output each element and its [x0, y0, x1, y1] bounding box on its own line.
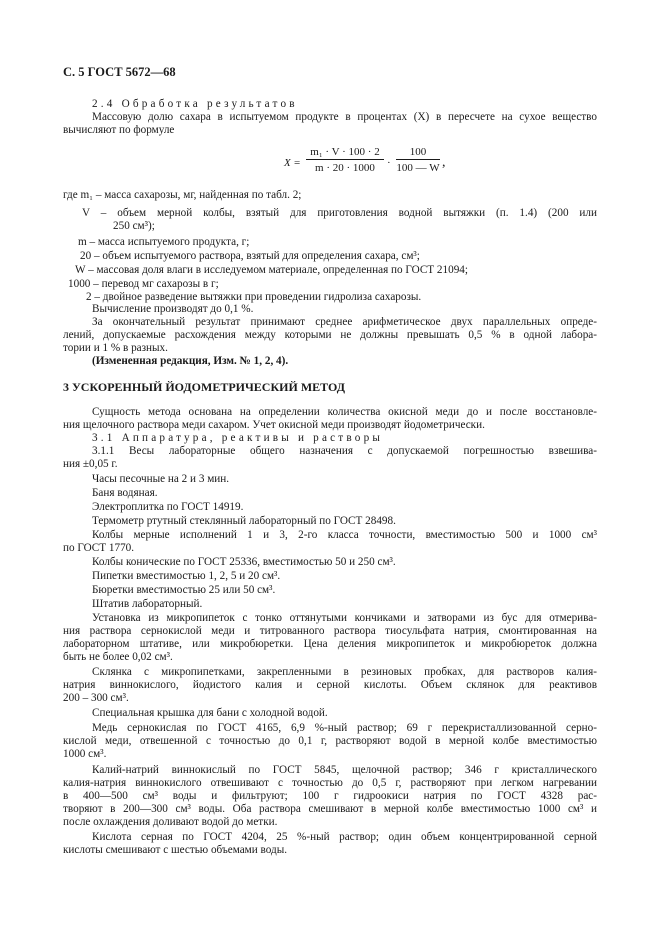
page-header: С. 5 ГОСТ 5672—68	[63, 65, 176, 79]
paragraph-line: ния ±0,05 г.	[63, 458, 118, 470]
paragraph-line: натрия виннокислого, йодистого калия и серной кислоты. Объем склянок для реактивов	[63, 679, 597, 691]
formula-fraction-bar-1	[306, 159, 384, 160]
paragraph-line: Сущность метода основана на определении количества окисной меди до и после восстановле-	[92, 406, 597, 418]
edition-note: (Измененная редакция, Изм. № 1, 2, 4).	[92, 355, 289, 367]
formula-numerator-1: m₁ · V · 100 · 2	[310, 146, 380, 158]
formula-comma: ,	[442, 155, 446, 170]
paragraph-line: 1000 см³.	[63, 748, 107, 760]
formula-numerator-2: 100	[409, 146, 427, 158]
paragraph-line: ния щелочного раствора меди сахаром. Учет окисной меди производят йодометрически.	[63, 419, 485, 431]
paragraph-line: Колбы конические по ГОСТ 25336, вместимостью 50 и 250 см³.	[92, 556, 396, 568]
paragraph-line: Термометр ртутный стеклянный лабораторный по ГОСТ 28498.	[92, 515, 396, 527]
variable-definition: 1000 – перевод мг сахарозы в г;	[68, 278, 219, 290]
paragraph-line: ния раствора сернокислой меди и титрованного раствора тиосульфата натрия, смонтированная на	[63, 625, 597, 637]
paragraph-line: Баня водяная.	[92, 487, 158, 499]
paragraph-line: Склянка с микропипетками, закрепленными в резиновых пробках, для растворов калия-	[92, 666, 597, 678]
paragraph-line: Калий-натрий виннокислый по ГОСТ 5845, щелочной раствор; 346 г кристаллического	[92, 764, 597, 776]
paragraph-line: Часы песочные на 2 и 3 мин.	[92, 473, 230, 485]
paragraph-line: 200 – 300 см³.	[63, 692, 129, 704]
paragraph-line: тории и 1 % в разных.	[63, 342, 168, 354]
variable-definition: W – массовая доля влаги в исследуемом материале, определенная по ГОСТ 21094;	[75, 264, 468, 276]
paragraph-line: творяют в 200—300 см³ воды. Оба раствора смешивают в мерной колбе вместимостью 1000 см³ и	[63, 803, 597, 815]
paragraph-line: кислоты смешивают с шестью объемами воды.	[63, 844, 288, 856]
section-2-4-heading: 2.4 Обработка результатов	[92, 98, 298, 110]
paragraph-line: Специальная крышка для бани с холодной водой.	[92, 707, 328, 719]
formula-denominator-2: 100 — W	[396, 162, 440, 174]
sugar-formula	[284, 146, 444, 186]
paragraph-line: вычисляют по формуле	[63, 124, 175, 136]
paragraph-line: Пипетки вместимостью 1, 2, 5 и 20 см³.	[92, 570, 281, 582]
formula-lhs: X	[284, 157, 291, 169]
paragraph-line: Массовую долю сахара в испытуемом продукте в процентах (X) в пересчете на сухое вещество	[92, 111, 597, 123]
paragraph-line: 3.1.1 Весы лабораторные общего назначения с допускаемой погрешностью взвешива-	[92, 445, 597, 457]
variable-definition: V – объем мерной колбы, взятый для приготовления водной вытяжки (п. 1.4) (200 или	[82, 207, 597, 219]
formula-fraction-bar-2	[396, 159, 440, 160]
variable-definition: где m₁ – масса сахарозы, мг, найденная по табл. 2;	[63, 189, 302, 201]
paragraph-line: по ГОСТ 1770.	[63, 542, 135, 554]
paragraph-line: Установка из микропипеток с тонко оттянутыми кончиками и затворами из бус для отмерива-	[92, 612, 597, 624]
variable-definition: 20 – объем испытуемого раствора, взятый для определения сахара, см³;	[80, 250, 420, 262]
paragraph-line: Медь сернокислая по ГОСТ 4165, 6,9 %-ный раствор; 69 г перекристаллизованной серно-	[92, 722, 597, 734]
subsection-3-1-heading: 3.1 Аппаратура, реактивы и растворы	[92, 432, 384, 444]
paragraph-line: Колбы мерные исполнений 1 и 3, 2-го класса точности, вместимостью 500 и 1000 см³	[92, 529, 597, 541]
variable-definition: 250 см³);	[113, 220, 155, 232]
paragraph-line: лабораторном штативе, или микробюретки. Цена деления микропипеток и микробюреток должна	[63, 638, 597, 650]
formula-multiply: ·	[387, 157, 391, 169]
formula-denominator-1: m · 20 · 1000	[315, 162, 375, 174]
paragraph-line: Вычисление производят до 0,1 %.	[92, 303, 254, 315]
paragraph-line: в 400—500 см³ воды и фильтруют; 100 г гидроокиси натрия по ГОСТ 4328 рас-	[63, 790, 597, 802]
paragraph-line: За окончательный результат принимают среднее арифметическое двух параллельных опреде-	[92, 316, 597, 328]
paragraph-line: быть не более 0,02 см³.	[63, 651, 173, 663]
section-3-title: 3 УСКОРЕННЫЙ ЙОДОМЕТРИЧЕСКИЙ МЕТОД	[63, 380, 345, 394]
variable-definition: m – масса испытуемого продукта, г;	[78, 236, 250, 248]
variable-definition: 2 – двойное разведение вытяжки при проведении гидролиза сахарозы.	[86, 291, 422, 303]
paragraph-line: после охлаждения доливают водой до метки.	[63, 816, 278, 828]
paragraph-line: калия-натрия виннокислого отвешивают с точностью до 0,5 г, растворяют при легком нагревании	[63, 777, 597, 789]
formula-equals: =	[294, 157, 301, 169]
paragraph-line: Бюретки вместимостью 25 или 50 см³.	[92, 584, 276, 596]
paragraph-line: лений, допускаемые расхождения между которыми не должны превышать 0,5 % в одной лабора-	[63, 329, 597, 341]
paragraph-line: Штатив лабораторный.	[92, 598, 203, 610]
paragraph-line: Кислота серная по ГОСТ 4204, 25 %-ный раствор; один объем концентрированной серной	[92, 831, 597, 843]
paragraph-line: кислой меди, отвешенной с точностью до 0,1 г, растворяют водой в мерной колбе вместимостью	[63, 735, 597, 747]
paragraph-line: Электроплитка по ГОСТ 14919.	[92, 501, 244, 513]
